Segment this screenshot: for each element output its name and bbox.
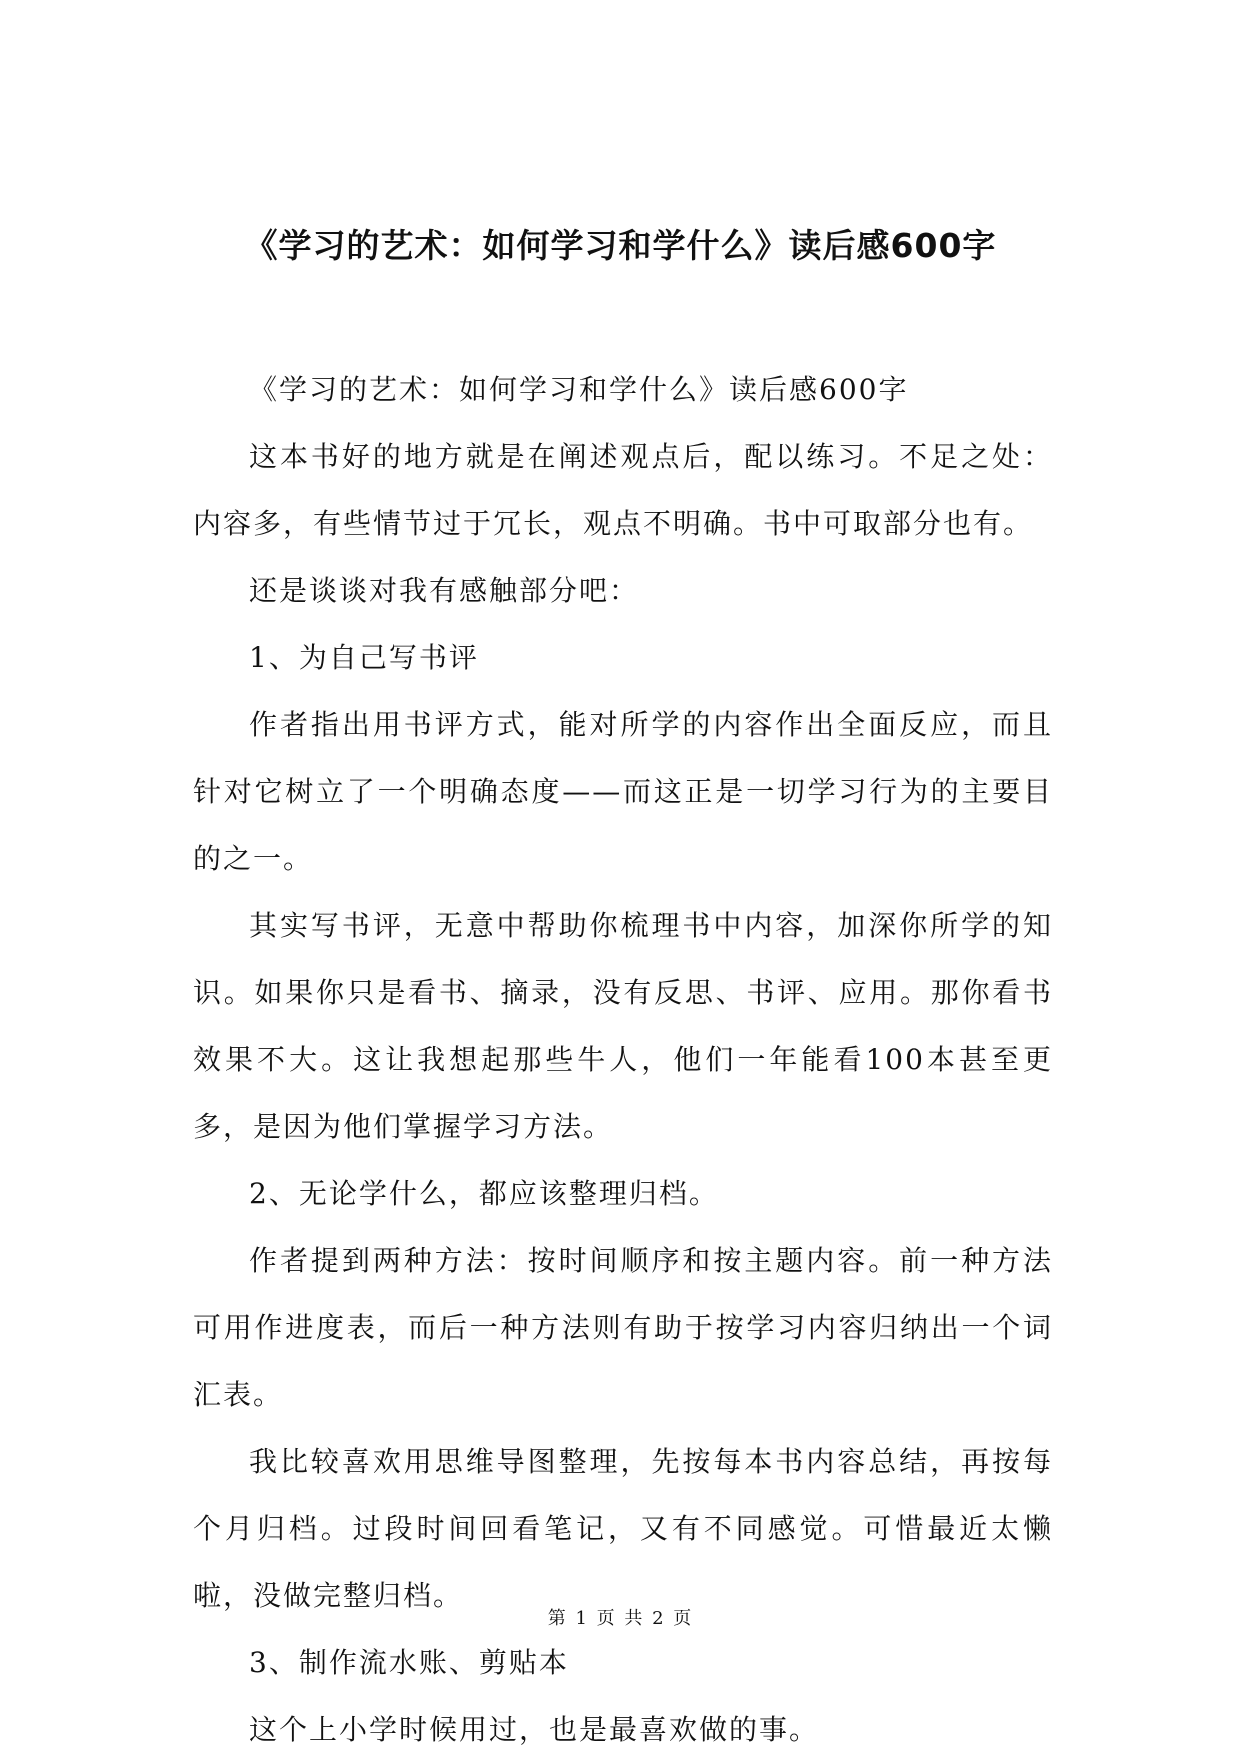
document-title: 《学习的艺术：如何学习和学什么》读后感600字 — [244, 226, 997, 265]
paragraph: 我比较喜欢用思维导图整理，先按每本书内容总结，再按每个月归档。过段时间回看笔记，又有不同感觉。可惜最近太懒啦，没做完整归档。 — [193, 1445, 1053, 1612]
paragraph: 其实写书评，无意中帮助你梳理书中内容，加深你所学的知识。如果你只是看书、摘录，没有反思、书评、应用。那你看书效果不大。这让我想起那些牛人，他们一年能看100本甚至更多，是因为他们掌握学习方法。 — [193, 909, 1053, 1143]
document-body — [193, 356, 1053, 1763]
section-heading: 3、制作流水账、剪贴本 — [249, 1646, 569, 1679]
paragraph: 这个上小学时候用过，也是最喜欢做的事。 — [249, 1713, 820, 1746]
section-heading: 2、无论学什么，都应该整理归档。 — [249, 1177, 719, 1210]
paragraph: 还是谈谈对我有感触部分吧： — [249, 574, 640, 607]
paragraph: 作者指出用书评方式，能对所学的内容作出全面反应，而且针对它树立了一个明确态度——而这正是一切学习行为的主要目的之一。 — [193, 708, 1053, 875]
paragraph: 作者提到两种方法：按时间顺序和按主题内容。前一种方法可用作进度表，而后一种方法则有助于按学习内容归纳出一个词汇表。 — [193, 1244, 1053, 1411]
paragraph: 《学习的艺术：如何学习和学什么》读后感600字 — [249, 373, 909, 406]
section-heading: 1、为自己写书评 — [249, 641, 479, 674]
page-number: 第 1 页 共 2 页 — [547, 1608, 694, 1629]
paragraph: 这本书好的地方就是在阐述观点后，配以练习。不足之处：内容多，有些情节过于冗长，观点不明确。书中可取部分也有。 — [193, 440, 1053, 540]
